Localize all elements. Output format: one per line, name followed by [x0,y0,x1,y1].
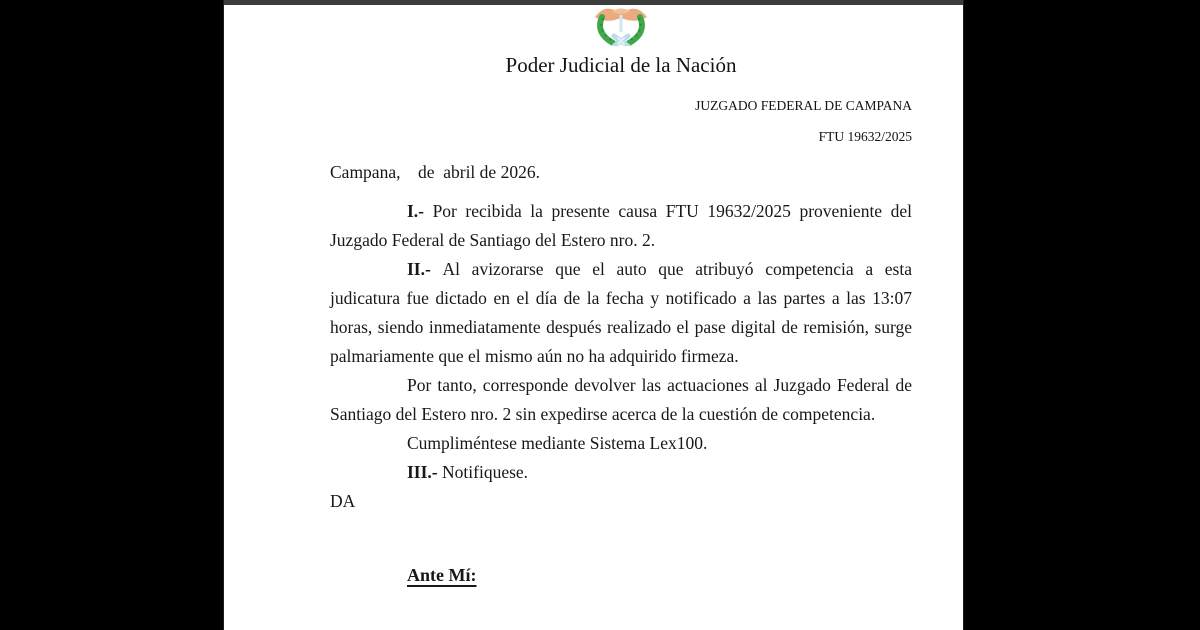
page-title: Poder Judicial de la Nación [505,53,737,77]
paragraph-5-text: Notifiquese. [442,462,529,482]
signature-heading-text: Ante Mí: [407,565,477,585]
paragraph-1-text: Por recibida la presente causa FTU 19632/2025 proveniente del Juzgado Federal de Santiago del Estero nro. 2. [330,201,912,250]
case-number: FTU 19632/2025 [818,129,912,144]
paragraph-3-text: Por tanto, corresponde devolver las actuaciones al Juzgado Federal de Santiago del Estero nro. 2 sin expedirse acerca de la cuestión de competencia. [330,375,912,424]
dateline: Campana, de abril de 2026. [330,162,540,182]
paragraph-2-text: Al avizorarse que el auto que atribuyó competencia a esta judicatura fue dictado en el día de la fecha y notificado a las partes a las 13:07 horas, siendo inmediatamente después realizado el pase digital de remisión, surge palmariamente que el mismo aún no ha adquirido firmeza. [330,259,912,366]
document-page [224,0,963,630]
paragraph-1-lead: I.- [407,201,433,221]
court-name: JUZGADO FEDERAL DE CAMPANA [695,98,912,113]
clerk-initials: DA [330,491,356,511]
paragraph-5-lead: III.- [407,462,443,482]
paragraph-2-lead: II.- [407,259,443,279]
paragraph-5 [330,458,912,487]
paragraph-2 [330,255,912,371]
paragraph-3 [330,371,912,429]
signature-heading [330,561,912,590]
document-body [330,158,912,590]
paragraph-1 [330,197,912,255]
paragraph-4 [330,429,912,458]
coat-of-arms-icon [330,5,912,46]
paragraph-4-text: Cumpliméntese mediante Sistema Lex100. [407,433,708,453]
